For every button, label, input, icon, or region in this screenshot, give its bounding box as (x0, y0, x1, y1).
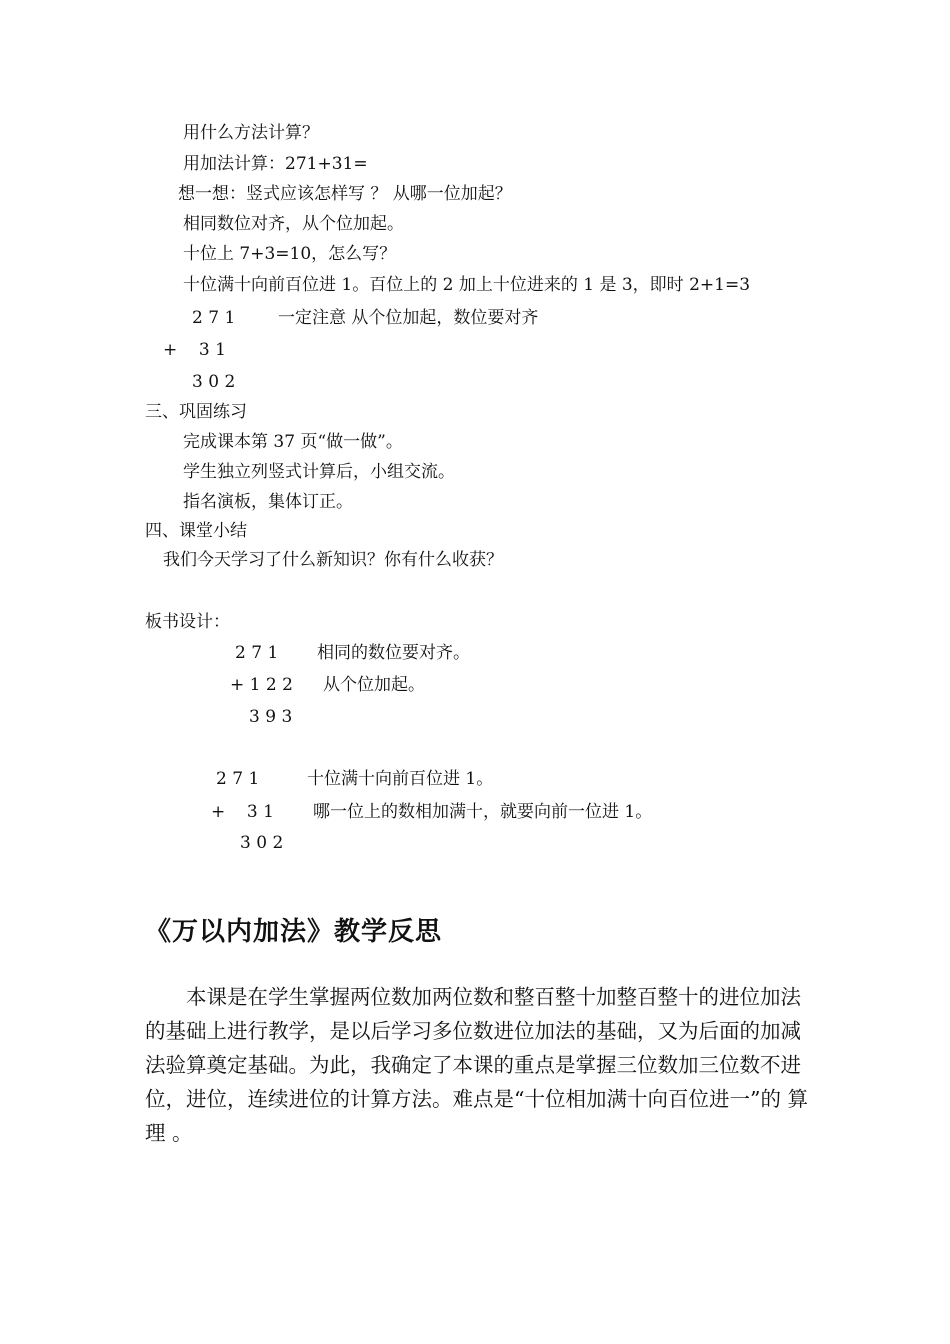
board-b-addend: + 3 1 (211, 802, 274, 822)
board-b-result: 3 0 2 (240, 833, 284, 853)
board-design-title: 板书设计： (145, 612, 230, 632)
reflection-heading: 《万以内加法》教学反思 (145, 917, 443, 947)
board-b-note2: 哪一位上的数相加满十，就要向前一位进 1。 (313, 802, 653, 822)
calc1-addend: + 3 1 (163, 340, 226, 360)
board-b-top-number: 2 7 1 (216, 769, 260, 789)
reflection-body (145, 980, 815, 1150)
align-rule: 相同数位对齐，从个位加起。 (183, 214, 404, 234)
board-b-note1: 十位满十向前百位进 1。 (307, 769, 494, 789)
section4-title: 四、课堂小结 (145, 521, 247, 541)
think-question: 想一想：竖式应该怎样写 ？ 从哪一位加起？ (178, 184, 512, 204)
board-a-note1: 相同的数位要对齐。 (317, 643, 470, 663)
practice-item: 学生独立列竖式计算后，小组交流。 (183, 462, 455, 482)
practice-item: 完成课本第 37 页“做一做”。 (183, 432, 403, 452)
board-a-top-number: 2 7 1 (235, 643, 279, 663)
board-a-addend: + 1 2 2 (230, 675, 293, 695)
calc1-note: 一定注意 从个位加起，数位要对齐 (278, 308, 539, 328)
use-addition-line: 用加法计算：271+31= (183, 154, 368, 174)
summary-question: 我们今天学习了什么新知识？你有什么收获？ (163, 550, 503, 570)
board-a-result: 3 9 3 (249, 707, 293, 727)
board-a-note2: 从个位加起。 (323, 675, 425, 695)
calc1-result: 3 0 2 (192, 372, 236, 392)
section3-title: 三、巩固练习 (145, 402, 247, 422)
calc1-top-number: 2 7 1 (192, 308, 236, 328)
carry-explanation: 十位满十向前百位进 1。百位上的 2 加上十位进来的 1 是 3，即时 2+1=3 (183, 275, 751, 295)
question-method: 用什么方法计算？ (183, 123, 319, 143)
reflection-paragraph: 本课是在学生掌握两位数加两位数和整百整十加整百整十的进位加法的基础上进行教学，是以后学习多位数进位加法的基础，又为后面的加减法验算奠定基础。为此，我确定了本课的重点是掌握三位数加三位数不进位，进位，连续进位的计算方法。难点是“十位相加满十向百位进一”的 算理 。 (145, 985, 808, 1145)
tens-question: 十位上 7+3=10，怎么写？ (183, 244, 397, 264)
practice-item: 指名演板，集体订正。 (183, 492, 353, 512)
